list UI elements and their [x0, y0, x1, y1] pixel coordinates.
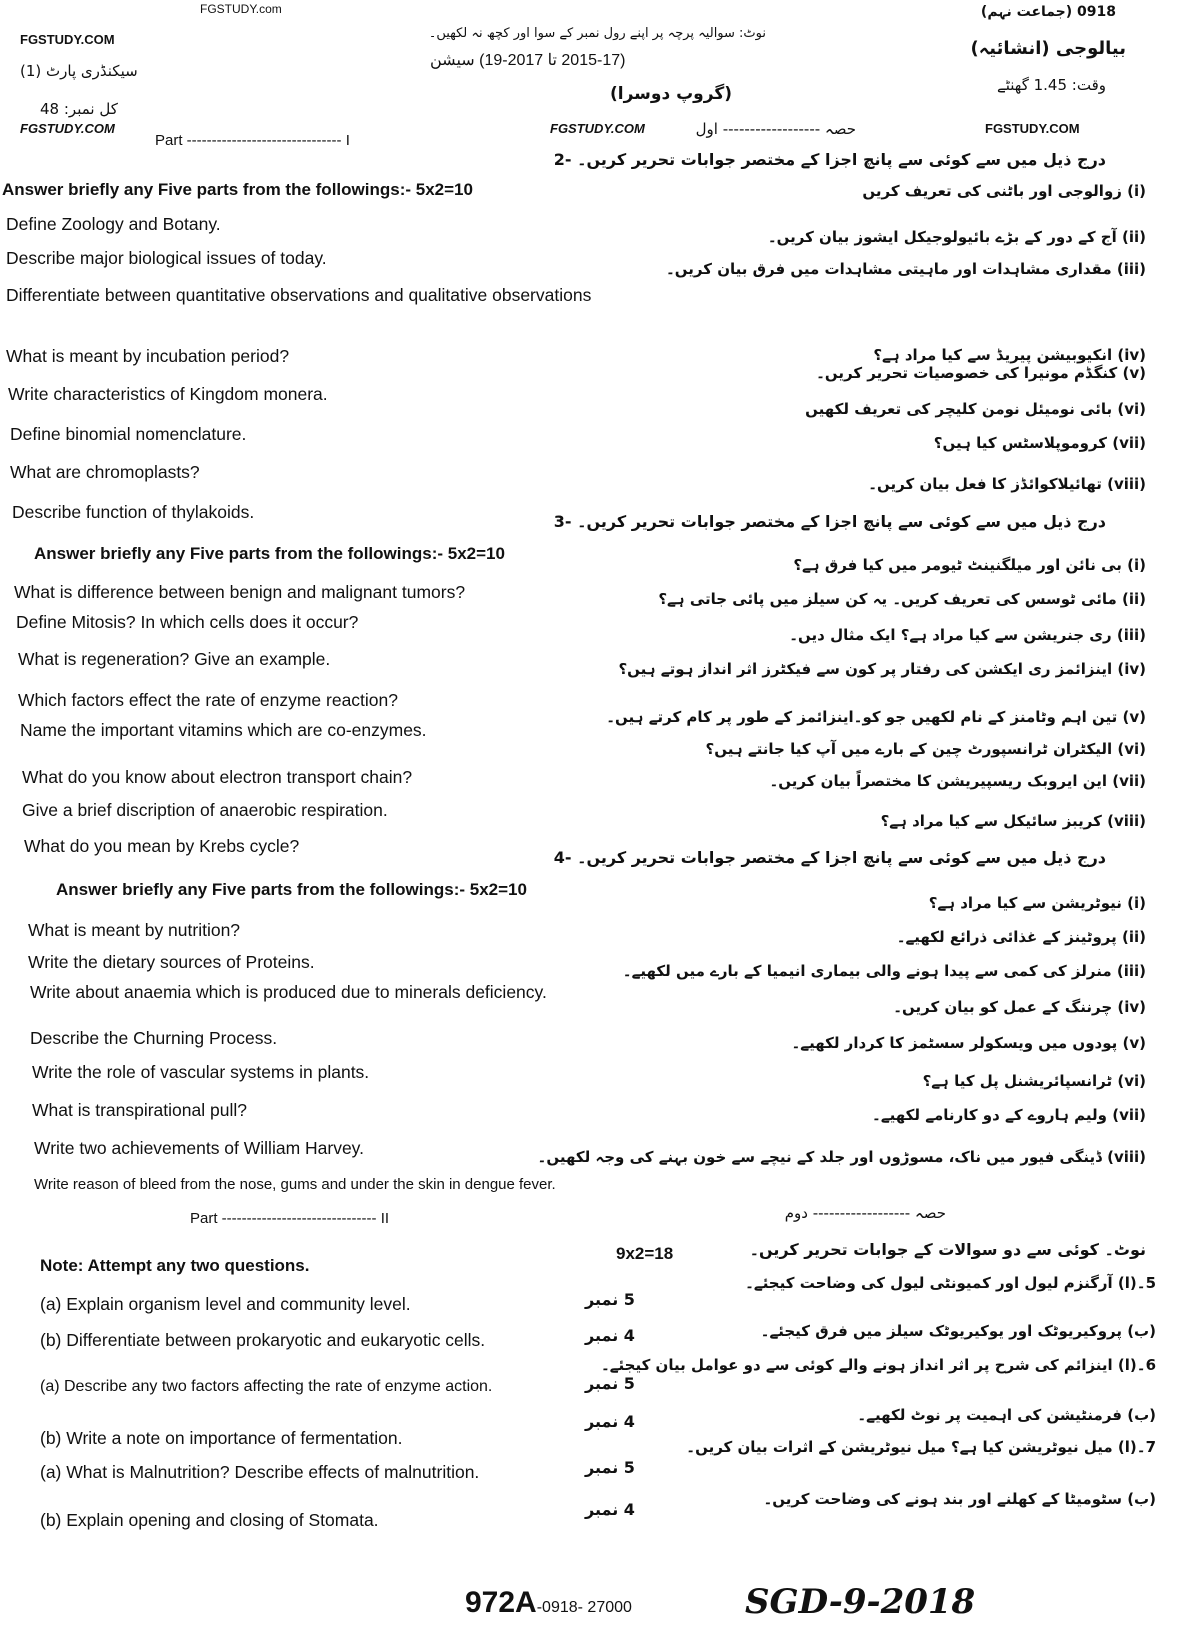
time: وقت: 1.45 گھنٹے: [996, 76, 1106, 94]
marks: 5 نمبر: [585, 1290, 635, 1309]
q4-item: Write about anaemia which is produced due to minerals deficiency.: [30, 982, 547, 1002]
watermark: FGSTUDY.COM: [550, 121, 645, 136]
total-marks: کل نمبر: 48: [40, 100, 118, 118]
paper-code: 0918 (جماعت نہم): [980, 4, 1116, 20]
q4-item: What is meant by nutrition?: [28, 920, 241, 940]
q2-item-ur: (iv) انکیوبیشن پیریڈ سے کیا مراد ہے؟: [873, 346, 1146, 364]
q5a: (a) Explain organism level and community level.: [40, 1294, 411, 1314]
q2-item-ur: (i) زوالوجی اور باٹنی کی تعریف کریں: [862, 182, 1146, 200]
q7a-ur: 7۔(ا) میل نیوٹریشن کیا ہے؟ میل نیوٹریشن کے اثرات بیان کریں۔: [686, 1438, 1156, 1456]
q2-item-ur: (iii) مقداری مشاہدات اور ماہیتی مشاہدات میں فرق بیان کریں۔: [666, 260, 1146, 278]
group: (گروپ دوسرا): [610, 84, 732, 104]
q4-item-ur: (viii) ڈینگی فیور میں ناک، مسوڑوں اور جلد کے نیچے سے خون بہنے کی وجہ لکھیں۔: [537, 1148, 1146, 1166]
marks: 4 نمبر: [585, 1326, 635, 1345]
q2-item: Describe major biological issues of today.: [6, 248, 327, 268]
q5b: (b) Differentiate between prokaryotic and eukaryotic cells.: [40, 1330, 486, 1350]
session: (2015-17 تا 2017-19) سیشن: [430, 52, 626, 69]
q4-item: Write two achievements of William Harvey.: [34, 1138, 364, 1158]
q4-item: Write the dietary sources of Proteins.: [28, 952, 315, 972]
instruction: نوٹ: سوالیہ پرچہ پر اپنے رول نمبر کے سوا اور کچھ نہ لکھیں۔: [428, 26, 766, 41]
part1-title: Part ------------------------------- I: [155, 132, 350, 149]
q3-item-ur: (i) بی نائن اور میلگنینٹ ٹیومر میں کیا فرق ہے؟: [793, 556, 1146, 574]
q2-item: Write characteristics of Kingdom monera.: [8, 384, 328, 404]
marks: 4 نمبر: [585, 1412, 635, 1431]
q3-item: What do you know about electron transport chain?: [22, 767, 413, 787]
part2-note: Note: Attempt any two questions.: [40, 1256, 310, 1275]
marks: 5 نمبر: [585, 1374, 635, 1393]
q4-item: What is transpirational pull?: [32, 1100, 247, 1120]
part2-marks: 9x2=18: [616, 1244, 674, 1263]
q2-item: Describe function of thylakoids.: [12, 502, 255, 522]
q2-item-ur: (viii) تھائیلاکوائڈز کا فعل بیان کریں۔: [868, 475, 1146, 493]
q3-item: Which factors effect the rate of enzyme reaction?: [18, 690, 399, 710]
part2-title-ur: حصہ ------------------ دوم: [784, 1204, 946, 1222]
q3-item-ur: (vii) این ایروبک ریسپیریشن کا مختصراً بیان کریں۔: [769, 772, 1146, 790]
q4-header-en: Answer briefly any Five parts from the followings:- 5x2=10: [56, 880, 527, 899]
q4-item-ur: (iii) منرلز کی کمی سے پیدا ہونے والی بیماری انیمیا کے بارے میں لکھیے۔: [622, 962, 1146, 980]
q2-header-en: Answer briefly any Five parts from the followings:- 5x2=10: [2, 180, 473, 199]
q4-item-ur: (v) پودوں میں ویسکولر سسٹمز کا کردار لکھیے۔: [791, 1034, 1146, 1052]
q2-item: What are chromoplasts?: [10, 462, 200, 482]
q3-item-ur: (iii) ری جنریشن سے کیا مراد ہے؟ ایک مثال دیں۔: [789, 626, 1146, 644]
q3-item: What is regeneration? Give an example.: [18, 649, 331, 669]
marks: 5 نمبر: [585, 1458, 635, 1477]
q6b-ur: (ب) فرمنٹیشن کی اہمیت پر نوٹ لکھیے۔: [857, 1406, 1156, 1424]
watermark: FGSTUDY.COM: [20, 32, 115, 47]
q4-item: Write the role of vascular systems in plants.: [32, 1062, 370, 1082]
q2-item: Define Zoology and Botany.: [6, 214, 221, 234]
q2-item-ur: (vii) کروموپلاسٹس کیا ہیں؟: [933, 434, 1146, 452]
q2-header-ur: درج ذیل میں سے کوئی سے پانچ اجزا کے مختصر جوابات تحریر کریں۔ -2: [553, 150, 1106, 169]
q3-item-ur: (vi) الیکٹران ٹرانسپورٹ چین کے بارے میں آپ کیا جانتے ہیں؟: [705, 740, 1146, 758]
q6a-ur: 6۔(ا) اینزائم کی شرح پر اثر انداز ہونے والے کوئی سے دو عوامل بیان کیجئے۔: [600, 1356, 1156, 1374]
q4-item-ur: (i) نیوٹریشن سے کیا مراد ہے؟: [928, 894, 1146, 912]
q7b-ur: (ب) سٹومیٹا کے کھلنے اور بند ہونے کی وضاحت کریں۔: [763, 1490, 1156, 1508]
q4-header-ur: درج ذیل میں سے کوئی سے پانچ اجزا کے مختصر جوابات تحریر کریں۔ -4: [553, 848, 1106, 867]
q7b: (b) Explain opening and closing of Stomata.: [40, 1510, 379, 1530]
watermark: FGSTUDY.COM: [20, 121, 115, 136]
q2-item: Define binomial nomenclature.: [10, 424, 247, 444]
q6b: (b) Write a note on importance of fermentation.: [40, 1428, 403, 1448]
q3-item: Give a brief discription of anaerobic respiration.: [22, 800, 388, 820]
watermark: FGSTUDY.COM: [985, 121, 1080, 136]
q3-item-ur: (viii) کریبز سائیکل سے کیا مراد ہے؟: [880, 812, 1146, 830]
handwritten-code: SGD-9-2018: [745, 1582, 976, 1622]
footer-code: 972A-0918- 27000: [465, 1586, 632, 1619]
q3-item: Define Mitosis? In which cells does it occur?: [16, 612, 359, 632]
q3-item: Name the important vitamins which are co-enzymes.: [20, 720, 427, 740]
level: سیکنڈری پارٹ (1): [20, 62, 138, 80]
q4-item: Describe the Churning Process.: [30, 1028, 278, 1048]
q3-item: What do you mean by Krebs cycle?: [24, 836, 300, 856]
q4-item-ur: (iv) چرننگ کے عمل کو بیان کریں۔: [893, 998, 1146, 1016]
q2-item-ur: (ii) آج کے دور کے بڑے بائیولوجیکل ایشوز بیان کریں۔: [767, 228, 1146, 246]
q3-item-ur: (ii) مائی ٹوسس کی تعریف کریں۔ یہ کن سیلز میں پائی جاتی ہے؟: [658, 590, 1146, 608]
part2-title: Part ------------------------------- II: [190, 1210, 390, 1227]
q2-item-ur: (vi) بائی نومیئل نومن کلیچر کی تعریف لکھیں: [805, 400, 1146, 418]
marks: 4 نمبر: [585, 1500, 635, 1519]
q3-item: What is difference between benign and malignant tumors?: [14, 582, 466, 602]
part1-title-ur: حصہ ------------------ اول: [695, 120, 856, 138]
q4-item-ur: (vi) ٹرانسپائریشنل پل کیا ہے؟: [922, 1072, 1146, 1090]
watermark: FGSTUDY.com: [200, 2, 282, 16]
q4-item-ur: (vii) ولیم ہاروے کے دو کارنامے لکھیے۔: [872, 1106, 1146, 1124]
q2-item: What is meant by incubation period?: [6, 346, 290, 366]
q6a: (a) Describe any two factors affecting the rate of enzyme action.: [40, 1378, 493, 1395]
q3-header-ur: درج ذیل میں سے کوئی سے پانچ اجزا کے مختصر جوابات تحریر کریں۔ -3: [553, 512, 1106, 531]
q2-item: Differentiate between quantitative observations and qualitative observations: [6, 285, 592, 305]
q3-item-ur: (iv) اینزائمز ری ایکشن کی رفتار پر کون سے فیکٹرز اثر انداز ہوتے ہیں؟: [618, 660, 1146, 678]
part2-note-ur: نوٹ۔ کوئی سے دو سوالات کے جوابات تحریر کریں۔: [749, 1240, 1146, 1259]
q3-header-en: Answer briefly any Five parts from the followings:- 5x2=10: [34, 544, 505, 563]
q4-item: Write reason of bleed from the nose, gums and under the skin in dengue fever.: [34, 1176, 556, 1193]
subject: بیالوجی (انشائیہ): [970, 38, 1126, 59]
q5b-ur: (ب) پروکیریوٹک اور یوکیریوٹک سیلز میں فرق کیجئے۔: [760, 1322, 1156, 1340]
q7a: (a) What is Malnutrition? Describe effects of malnutrition.: [40, 1462, 480, 1482]
q4-item-ur: (ii) پروٹینز کے غذائی ذرائع لکھیے۔: [896, 928, 1146, 946]
q5a-ur: 5۔(ا) آرگنزم لیول اور کمیونٹی لیول کی وضاحت کیجئے۔: [745, 1274, 1156, 1292]
q3-item-ur: (v) تین اہم وٹامنز کے نام لکھیں جو کو۔اینزائمز کے طور پر کام کرتے ہیں۔: [606, 708, 1146, 726]
q2-item-ur: (v) کنگڈم مونیرا کی خصوصیات تحریر کریں۔: [816, 364, 1146, 382]
